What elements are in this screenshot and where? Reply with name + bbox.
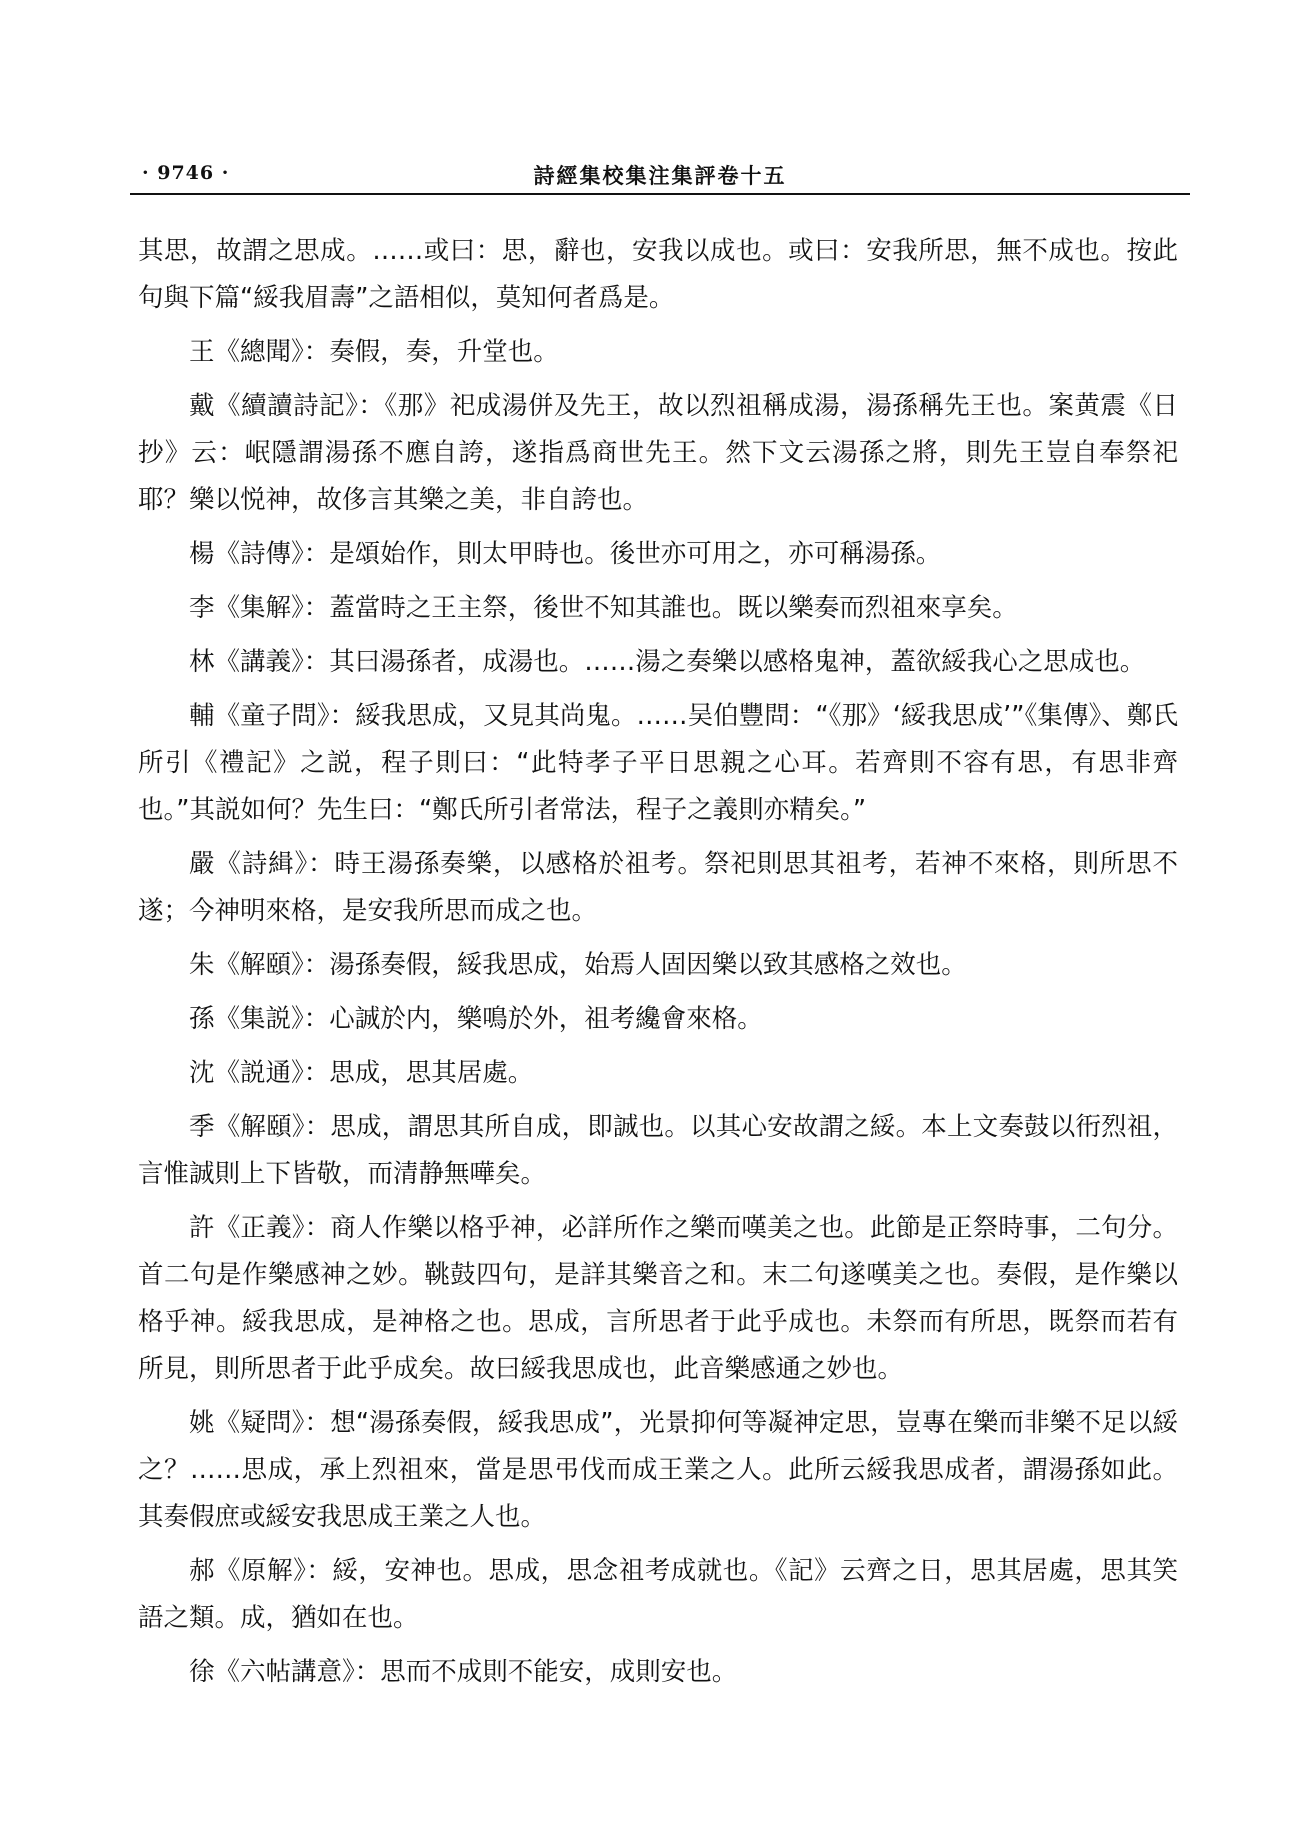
paragraph: 其思，故謂之思成。……或曰：思，辭也，安我以成也。或曰：安我所思，無不成也。按此句與下篇“綏我眉壽”之語相似，莫知何者爲是。 [138, 236, 1178, 313]
paragraph: 季《解頤》：思成，謂思其所自成，即誠也。以其心安故謂之綏。本上文奏鼓以衎烈祖，言惟誠則上下皆敬，而清静無嘩矣。 [138, 1112, 1178, 1189]
paragraph: 林《講義》：其曰湯孫者，成湯也。……湯之奏樂以感格鬼神，蓋欲綏我心之思成也。 [189, 647, 1146, 677]
paragraph: 徐《六帖講意》：思而不成則不能安，成則安也。 [189, 1657, 738, 1687]
running-title: 詩經集校集注集評卷十五 [533, 163, 787, 188]
paragraph: 王《總聞》：奏假，奏，升堂也。 [189, 337, 559, 367]
paragraph: 楊《詩傳》：是頌始作，則太甲時也。後世亦可用之，亦可稱湯孫。 [189, 539, 942, 569]
paragraph: 戴《續讀詩記》：《那》祀成湯併及先王，故以烈祖稱成湯，湯孫稱先王也。案黄震《日抄》云：岷隱謂湯孫不應自誇，遂指爲商世先王。然下文云湯孫之將，則先王豈自奉祭祀耶？樂以悦神，故侈言其樂之美，非自誇也。 [138, 391, 1178, 515]
page-header [130, 152, 1190, 192]
paragraph: 嚴《詩緝》：時王湯孫奏樂，以感格於祖考。祭祀則思其祖考，若神不來格，則所思不遂；今神明來格，是安我所思而成之也。 [138, 849, 1178, 926]
paragraph: 許《正義》：商人作樂以格乎神，必詳所作之樂而嘆美之也。此節是正祭時事，二句分。首二句是作樂感神之妙。鞉鼓四句，是詳其樂音之和。末二句遂嘆美之也。奏假，是作樂以格乎神。綏我思成，是神格之也。思成，言所思者于此乎成也。未祭而有所思，既祭而若有所見，則所思者于此乎成矣。故曰綏我思成也，此音樂感通之妙也。 [138, 1213, 1178, 1384]
paragraph: 輔《童子問》：綏我思成，又見其尚鬼。……吴伯豐問：“《那》‘綏我思成’”《集傳》、鄭氏所引《禮記》之説，程子則曰：“此特孝子平日思親之心耳。若齊則不容有思，有思非齊也。”其説如何？先生曰：“鄭氏所引者常法，程子之義則亦精矣。” [138, 701, 1178, 825]
paragraph: 郝《原解》：綏，安神也。思成，思念祖考成就也。《記》云齊之日，思其居處，思其笑語之類。成，猶如在也。 [138, 1556, 1178, 1633]
paragraph: 朱《解頤》：湯孫奏假，綏我思成，始焉人固因樂以致其感格之效也。 [189, 950, 967, 980]
paragraph: 李《集解》：蓋當時之王主祭，後世不知其誰也。既以樂奏而烈祖來享矣。 [189, 593, 1018, 623]
paragraph: 姚《疑問》：想“湯孫奏假，綏我思成”，光景抑何等凝神定思，豈專在樂而非樂不足以綏之？……思成，承上烈祖來，當是思弔伐而成王業之人。此所云綏我思成者，謂湯孫如此。其奏假庶或綏安我思成王業之人也。 [138, 1408, 1178, 1532]
paragraph: 孫《集説》：心誠於内，樂鳴於外，祖考纔會來格。 [189, 1004, 763, 1034]
paragraph: 沈《説通》：思成，思其居處。 [189, 1058, 534, 1088]
page-number: · 9746 · [142, 162, 230, 184]
header-divider [130, 193, 1190, 195]
page-body [138, 228, 1178, 1703]
